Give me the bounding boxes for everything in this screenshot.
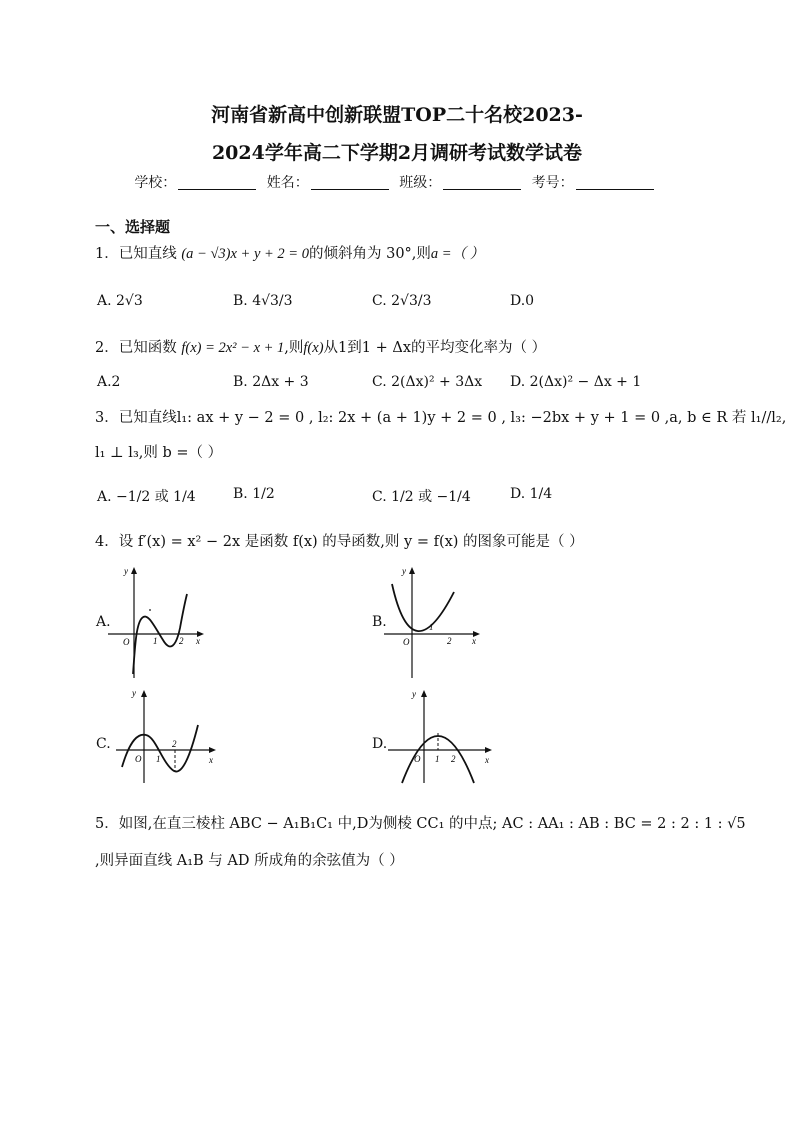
q4a-x-label: x: [196, 636, 200, 646]
q2-expression: f(x) = 2x² − x + 1: [181, 340, 285, 356]
q1-pre: 已知直线: [118, 246, 177, 262]
q3-option-a[interactable]: A. −1/2 或 1/4: [97, 489, 196, 505]
school-label: 学校：: [134, 175, 177, 191]
q4b-tick-2: 2: [447, 636, 452, 646]
q1-option-b[interactable]: B. 4√3/3: [233, 293, 293, 309]
q4b-tick-1: 1: [429, 622, 434, 632]
question-5: [95, 814, 746, 834]
q2-option-d[interactable]: D. 2(Δx)² − Δx + 1: [510, 374, 642, 390]
q3-option-b[interactable]: B. 1/2: [233, 486, 275, 502]
q4d-x-label: x: [485, 755, 489, 765]
name-blank[interactable]: [311, 175, 389, 190]
q4-option-b-label[interactable]: B.: [372, 614, 387, 630]
q4d-tick-2: 2: [451, 754, 456, 764]
q2-pre: 已知函数: [118, 340, 177, 356]
q4a-y-label: y: [124, 566, 128, 576]
q4-graph-d[interactable]: [384, 685, 496, 785]
class-blank[interactable]: [443, 175, 521, 190]
q4a-tick-1: 1: [153, 636, 158, 646]
q4-graph-c[interactable]: [108, 685, 220, 785]
section-title: 一、选择题: [95, 218, 171, 236]
student-info-row: [0, 172, 794, 192]
q2-option-a[interactable]: A.2: [97, 374, 121, 390]
q2-option-c[interactable]: C. 2(Δx)² + 3Δx: [372, 374, 483, 390]
question-4: [95, 532, 584, 552]
q5-number: 5．: [95, 816, 119, 832]
q4d-origin: O: [414, 754, 421, 764]
q1-ask: a =（ ）: [430, 246, 485, 262]
q2-fx: f(x): [303, 340, 324, 356]
q3-number: 3．: [95, 410, 119, 426]
q1-option-a[interactable]: A. 2√3: [97, 293, 143, 309]
q3-line1: 已知直线l₁: ax + y − 2 = 0 , l₂: 2x + (a + 1)y + 2 = 0 , l₃: −2bx + y + 1 = 0 ,a, b ∈ R 若 l₁//l₂,: [118, 410, 787, 426]
q3-line2: l₁ ⊥ l₃,则 b =（ ）: [95, 445, 223, 461]
q4d-y-label: y: [412, 689, 416, 699]
q3-option-d[interactable]: D. 1/4: [510, 486, 553, 502]
school-blank[interactable]: [178, 175, 256, 190]
q4c-tick-1: 1: [156, 754, 161, 764]
class-label: 班级：: [399, 175, 442, 191]
q2-mid: ,则: [284, 340, 304, 356]
q4b-x-label: x: [472, 636, 476, 646]
q4c-y-label: y: [132, 688, 136, 698]
q1-post: 的倾斜角为 30°,则: [308, 246, 431, 262]
q4d-tick-1: 1: [435, 754, 440, 764]
q1-expression: (a − √3)x + y + 2 = 0: [181, 246, 309, 262]
q2-number: 2．: [95, 340, 119, 356]
q4-option-a-label[interactable]: A.: [96, 614, 111, 630]
page-title-line1: 河南省新高中创新联盟TOP二十名校2023-: [211, 104, 583, 126]
q5-line2: ,则异面直线 A₁B 与 AD 所成角的余弦值为（ ）: [95, 853, 404, 869]
q4c-tick-2: 2: [172, 739, 177, 749]
q4c-origin: O: [135, 754, 142, 764]
question-2: [95, 338, 546, 358]
q1-number: 1．: [95, 246, 119, 262]
q4c-x-label: x: [209, 755, 213, 765]
q4-number: 4．: [95, 534, 119, 550]
q1-option-d[interactable]: D.0: [510, 293, 535, 309]
q3-option-c[interactable]: C. 1/2 或 −1/4: [372, 489, 471, 505]
q4b-y-label: y: [402, 566, 406, 576]
question-1: [95, 244, 484, 264]
name-label: 姓名：: [266, 175, 309, 191]
q2-option-b[interactable]: B. 2Δx + 3: [233, 374, 309, 390]
q4a-tick-2: 2: [179, 636, 184, 646]
exam-number-label: 考号：: [531, 175, 574, 191]
page-title-line2: 2024学年高二下学期2月调研考试数学试卷: [211, 142, 583, 164]
exam-number-blank[interactable]: [576, 175, 654, 190]
question-3: [95, 408, 786, 428]
q5-line1: 如图,在直三棱柱 ABC − A₁B₁C₁ 中,D为侧棱 CC₁ 的中点; AC : AA₁ : AB : BC = 2 : 2 : 1 : √5: [118, 816, 746, 832]
q2-post: 从1到1 + Δx的平均变化率为（ ）: [323, 340, 547, 356]
q4a-origin: O: [123, 637, 130, 647]
q4-graph-a[interactable]: [108, 562, 208, 680]
q4-option-d-label[interactable]: D.: [372, 736, 388, 752]
q4b-origin: O: [403, 637, 410, 647]
q4-text: 设 f′(x) = x² − 2x 是函数 f(x) 的导函数,则 y = f(x) 的图象可能是（ ）: [118, 534, 584, 550]
q4-option-c-label[interactable]: C.: [96, 736, 111, 752]
q1-option-c[interactable]: C. 2√3/3: [372, 293, 432, 309]
q4-graph-b[interactable]: [384, 562, 484, 680]
